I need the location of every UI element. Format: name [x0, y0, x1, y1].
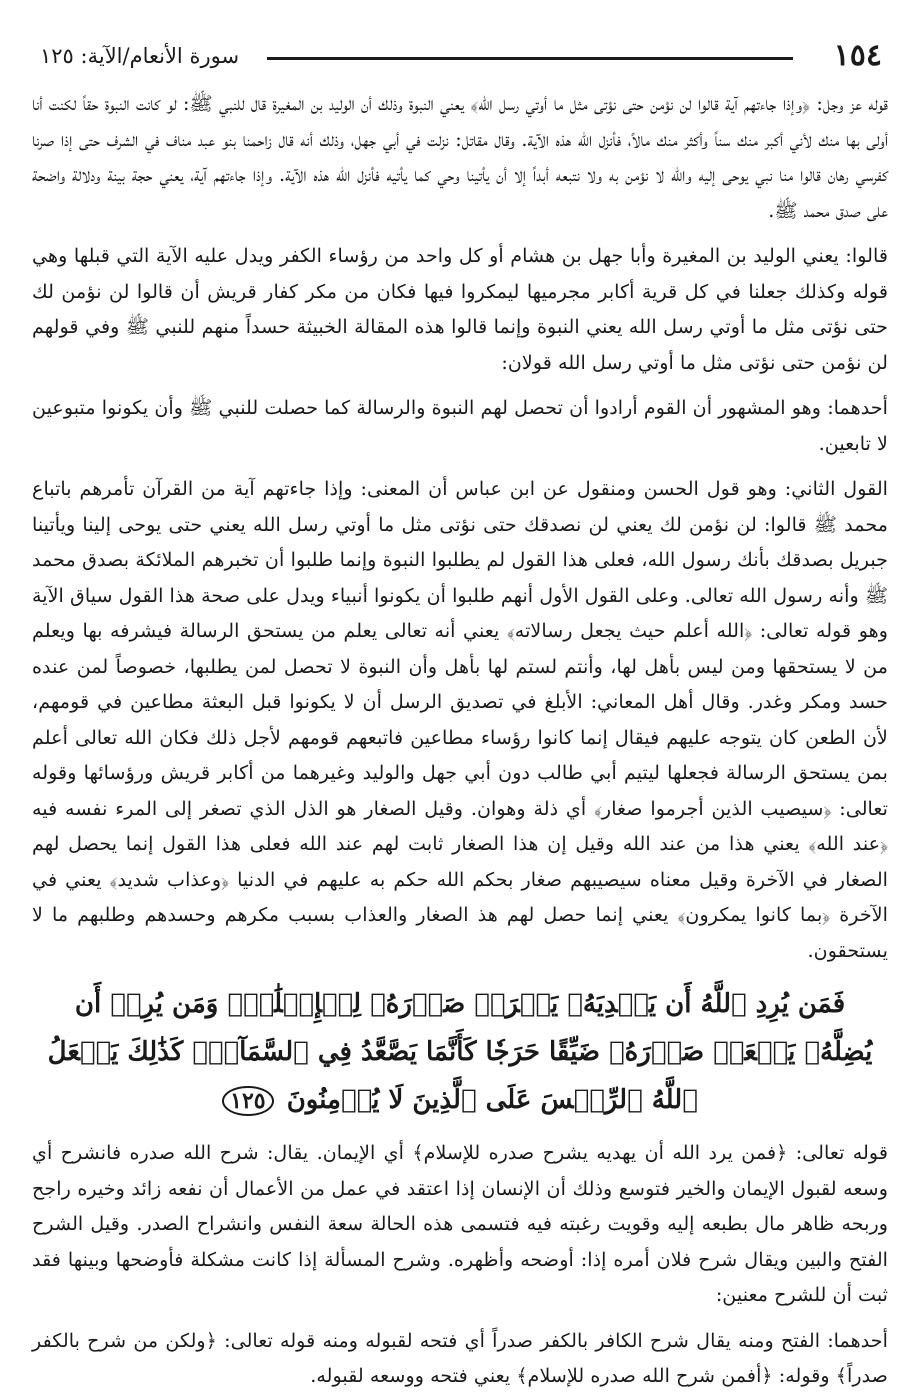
paragraph: أحدهما: الفتح ومنه يقال شرح الكافر بالكفر صدراً أي فتحه لقبوله ومنه قوله تعالى: ﴿ولكن من شرح بالكفر صدراً﴾ وقوله: ﴿أفمن شرح الله صدره للإسلام﴾ يعني فتحه ووسعه لقبوله. [32, 1328, 888, 1387]
quran-verse-text: فَمَن يُرِدِ ٱللَّهُ أَن يَهۡدِيَهُۥ يَشۡرَحۡ صَدۡرَهُۥ لِلۡإِسۡلَٰمِۖ وَمَن يُرِدۡ أَن يُضِلَّهُۥ يَجۡعَلۡ صَدۡرَهُۥ ضَيِّقًا حَرَجٗا كَأَنَّمَا يَصَّعَّدُ فِي ٱلسَّمَآءِۚ كَذَٰلِكَ يَجۡعَلُ ٱللَّهُ ٱلرِّجۡسَ عَلَى ٱلَّذِينَ لَا يُؤۡمِنُونَ [47, 989, 873, 1115]
paragraph: قوله عز وجل: ﴿وإذا جاءتهم آية قالوا لن نؤمن حتى نؤتى مثل ما أوتي رسل الله﴾ يعني النبوة وذلك أن الوليد بن المغيرة قال للنبي ﷺ: لو كانت النبوة حقاً لكنت أنا أولى بها منك لأني أكبر منك سناً وأكثر منك مالاً، فأنزل الله هذه الآية. وقال مقاتل: نزلت في أبي جهل، وذلك أنه قال زاحمنا بنو عبد مناف في الشرف حتى إذا صرنا كفرسي رهان قالوا منا نبي يوحى إليه والله لا نؤمن به ولا نتبعه أبداً إلا أن يأتينا وحي كما يأتيه فأنزل الله هذه الآية. وإذا جاءتهم آية، يعني حجة بينة ودلالة واضحة على صدق محمد ﷺ. [32, 92, 888, 222]
paragraph: القول الثاني: وهو قول الحسن ومنقول عن ابن عباس أن المعنى: وإذا جاءتهم آية من القرآن تأمرهم باتباع محمد ﷺ قالوا: لن نؤمن لك يعني لن نصدقك حتى نؤتى مثل ما أوتي رسل الله يعني حتى يوحى إلينا ويأتينا جبريل بصدقك بأنك رسول الله، فعلى هذا القول لم يطلبوا النبوة وإنما طلبوا أن تخبرهم الملائكة بصدق محمد ﷺ وأنه رسول الله تعالى. وعلى القول الأول أنهم طلبوا أن يكونوا أنبياء ويدل على صحة هذا القول سياق الآية وهو قوله تعالى: ﴿الله أعلم حيث يجعل رسالاته﴾ يعني أنه تعالى يعلم من يستحق الرسالة فيشرفه بها ويعلم من لا يستحقها ومن ليس بأهل لها، وأنتم لستم لها بأهل وأن النبوة لا تحصل لمن يطلبها، خصوصاً لمن عنده حسد ومكر وغدر. وقال أهل المعاني: الأبلغ في تصديق الرسل أن لا يكونوا قبل البعثة مطاعين في قومهم، لأن الطعن كان يتوجه عليهم فيقال إنما كانوا رؤساء مطاعين فاتبعهم قومهم لأجل ذلك فكان الله تعالى أعلم بمن يستحق الرسالة فجعلها ليتيم أبي طالب دون أبي جهل والوليد وغيرهما من أكابر قريش ورؤسائها وقوله تعالى: ﴿سيصيب الذين أجرموا صغار﴾ أي ذلة وهوان. وقيل الصغار هو الذل الذي تصغر إلى المرء نفسه فيه ﴿عند الله﴾ يعني هذا من عند الله وقيل إن هذا الصغار ثابت لهم عند الله فعلى هذا القول إنما يحصل لهم الصغار في الآخرة وقيل معناه سيصيبهم صغار بحكم الله حكم به عليهم في الدنيا ﴿وعذاب شديد﴾ يعني في الآخرة ﴿بما كانوا يمكرون﴾ يعني إنما حصل لهم هذ الصغار والعذاب بسبب مكرهم وحسدهم وطلبهم ما لا يستحقون. [31, 477, 888, 962]
verse-number-marker: ١٢٥ [222, 1086, 273, 1116]
header-rule [267, 57, 793, 60]
quran-verse [38, 980, 882, 1125]
running-title: سورة الأنعام/الآية: ١٢٥ [40, 44, 240, 68]
paragraph: قالوا: يعني الوليد بن المغيرة وأبا جهل بن هشام أو كل واحد من رؤساء الكفر ويدل عليه الآية التي قبلها وهي قوله وكذلك جعلنا في كل قرية أكابر مجرميها ليمكروا فيها فكان من مكر كفار قريش أن قالوا لن نؤمن لك حتى نؤتى مثل ما أوتي رسل الله يعني النبوة وإنما قالوا هذه المقالة الخبيثة حسداً منهم للنبي ﷺ وفي قولهم لن نؤمن حتى نؤتى مثل ما أوتي رسل الله قولان: [32, 244, 888, 374]
paragraph: قوله تعالى: ﴿فمن يرد الله أن يهديه يشرح صدره للإسلام﴾ أي الإيمان. يقال: شرح الله صدره فانشرح أي وسعه لقبول الإيمان والخير فتوسع وذلك أن الإنسان إذا اعتقد في عمل من الأعمال أن نفعه زائد وخيره راجح وربحه ظاهر مال بطبعه إليه وقويت رغبته فيه فتسمى هذه الحالة سعة النفس وانشراح الصدر. وقيل الشرح الفتح والبين ويقال شرح فلان أمره إذا: أوضحه وأظهره. وشرح المسألة إذا كانت مشكلة فأوضحها وبينها فقد ثبت أن للشرح معنين: [32, 1141, 888, 1306]
book-page [31, 30, 888, 1387]
paragraph: أحدهما: وهو المشهور أن القوم أرادوا أن تحصل لهم النبوة والرسالة كما حصلت للنبي ﷺ وأن يكونوا متبوعين لا تابعين. [32, 396, 888, 455]
page-body [32, 86, 888, 1394]
page-header [32, 30, 888, 74]
page-number: ١٥٤ [833, 38, 882, 73]
